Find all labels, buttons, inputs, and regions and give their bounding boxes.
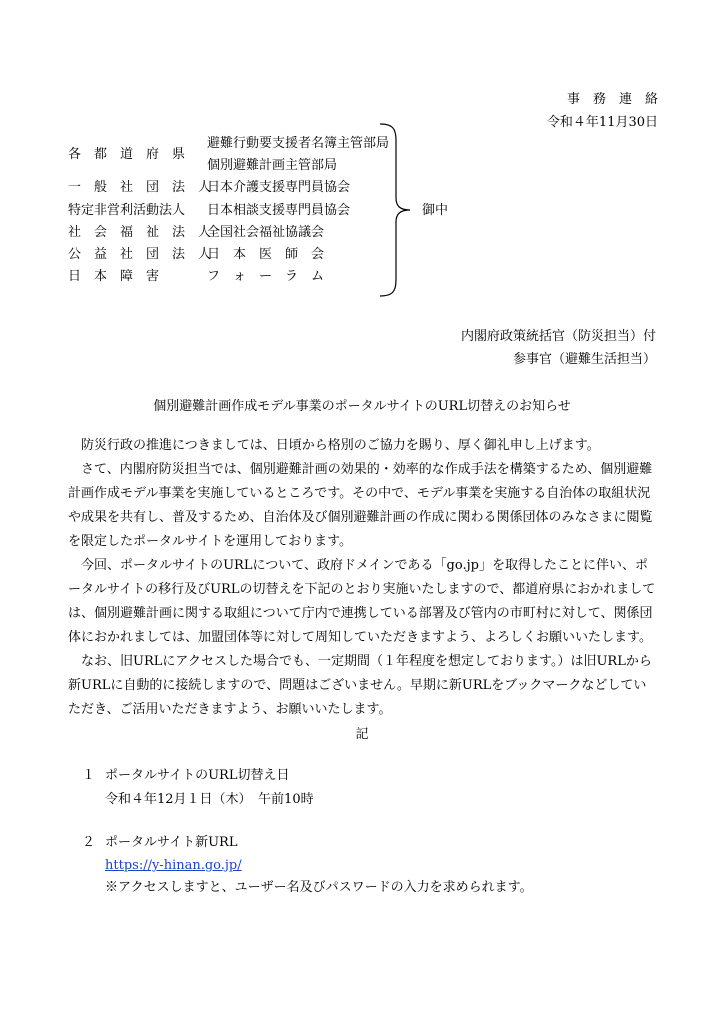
body-paragraph: さて、内閣府防災担当では、個別避難計画の効果的・効率的な作成手法を構築するため、個別避難計画作成モデル事業を実施しているところです。その中で、モデル事業を実施する自治体の取組状況や成果を共有し、普及するため、自治体及び個別避難計画の作成に関わる関係団体のみなさまに閲覧を限定したポータルサイトを運用しております。 xyxy=(68,462,653,549)
document-title: 個別避難計画作成モデル事業のポータルサイトのURL切替えのお知らせ xyxy=(153,399,571,414)
body-text xyxy=(68,434,658,722)
right-brace-icon xyxy=(378,122,412,298)
doc-type: 事 務 連 絡 xyxy=(566,92,658,107)
body-paragraph: 今回、ポータルサイトのURLについて、政府ドメインである「go.jp」を取得したことに伴い、ポータルサイトの移行及びURLの切替えを下記のとおり実施いたしますので、都道府県におかれましては、個別避難計画に関する取組について庁内で連携している部署及び管内の市町村に対して、関係団体におかれましては、加盟団体等に対して周知していただきますよう、よろしくお願いいたします。 xyxy=(68,558,656,645)
suffix-onchu: 御中 xyxy=(422,203,449,218)
item-detail: 令和４年12月１日（木） 午前10時 xyxy=(105,792,314,807)
body-paragraph: なお、旧URLにアクセスした場合でも、一定期間（１年程度を想定しております。）は旧URLから新URLに自動的に接続しますので、問題はございません。早期に新URLをブックマークなどしていただき、ご活用いただきますよう、お願いいたします。 xyxy=(68,654,652,717)
recipient-dept: 全国社会福祉協議会 xyxy=(207,225,325,240)
recipient-type: 公 益 社 団 法 人 xyxy=(68,247,212,262)
sender-counsellor: 参事官（避難生活担当） xyxy=(512,352,656,367)
sender-office: 内閣府政策統括官（防災担当）付 xyxy=(460,329,656,344)
item-label: ポータルサイト新URL xyxy=(105,835,238,850)
recipient-dept: 避難行動要支援者名簿主管部局 xyxy=(207,136,390,151)
recipient-type: 社 会 福 祉 法 人 xyxy=(68,225,212,240)
recipient-type-prefectures: 各 都 道 府 県 xyxy=(68,147,186,162)
ki-heading: 記 xyxy=(355,727,369,742)
item-number: １ xyxy=(82,768,96,783)
recipient-dept: 個別避難計画主管部局 xyxy=(207,158,338,173)
recipient-dept: フ ォ ー ラ ム xyxy=(207,269,325,284)
recipient-dept: 日 本 医 師 会 xyxy=(207,247,325,262)
recipient-type: 特定非営利活動法人 xyxy=(68,203,186,218)
access-note: ※アクセスしますと、ユーザー名及びパスワードの入力を求められます。 xyxy=(105,880,533,895)
recipient-type: 日 本 障 害 xyxy=(68,269,160,284)
body-paragraph: 防災行政の推進につきましては、日頃から格別のご協力を賜り、厚く御礼申し上げます。 xyxy=(81,438,600,453)
item-number: ２ xyxy=(82,835,96,850)
recipient-dept: 日本介護支援専門員協会 xyxy=(207,180,351,195)
recipient-dept: 日本相談支援専門員協会 xyxy=(207,203,351,218)
doc-date: 令和４年11月30日 xyxy=(546,115,658,130)
portal-url-link[interactable]: https://y-hinan.go.jp/ xyxy=(105,858,242,873)
item-label: ポータルサイトのURL切替え日 xyxy=(105,768,290,783)
recipient-type: 一 般 社 団 法 人 xyxy=(68,180,212,195)
